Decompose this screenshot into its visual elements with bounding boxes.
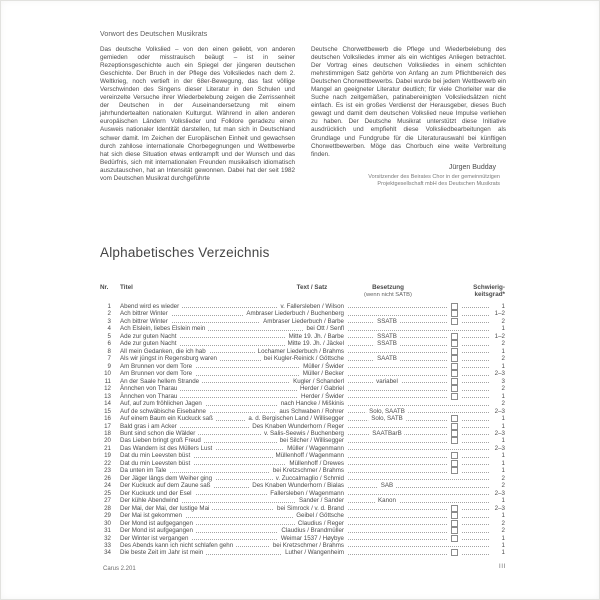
table-row	[100, 542, 505, 549]
row-text-satz: Claudius / Brandmüller	[278, 527, 347, 534]
row-text-satz: a. d. Bergischen Land / Willisegger	[245, 415, 347, 422]
row-number: 22	[104, 459, 111, 467]
row-difficulty: 2	[489, 482, 505, 489]
checkbox-icon	[451, 363, 458, 370]
index-table-header	[100, 284, 505, 301]
row-text-satz: bei Silcher / Willisegger	[277, 437, 347, 444]
row-title: Das Lieben bringt groß Freud	[120, 437, 204, 444]
checkbox-icon	[451, 460, 458, 467]
row-title: Ach Elslein, liebes Elslein mein	[120, 325, 208, 332]
row-number: 3	[107, 317, 111, 325]
table-row	[100, 549, 505, 556]
row-title: Ännchen von Tharau	[120, 393, 180, 400]
checkbox-icon	[451, 423, 458, 430]
table-row	[100, 490, 505, 497]
row-title: Am Brunnen vor dem Tore	[120, 370, 195, 377]
row-number: 27	[104, 497, 111, 505]
row-title: Am Brunnen vor dem Tore	[120, 363, 195, 370]
page-title: Vorwort des Deutschen Musikrats	[100, 31, 208, 38]
signature-role-line2: Projektgesellschaft mbH des Deutschen Musikrats	[377, 180, 500, 187]
row-difficulty: 1	[489, 423, 505, 430]
row-difficulty: 1	[489, 467, 505, 474]
table-row	[100, 370, 505, 377]
column-header-titel: Titel	[120, 284, 133, 291]
row-number: 28	[104, 504, 111, 512]
row-checkbox[interactable]	[448, 363, 461, 370]
row-number: 33	[104, 542, 111, 549]
row-difficulty: 3	[489, 378, 505, 385]
column-header-nr: Nr.	[100, 284, 109, 291]
row-text-satz: Fallersleben / Wagenmann	[267, 490, 347, 497]
row-number: 17	[104, 422, 111, 430]
row-checkbox[interactable]	[448, 460, 461, 467]
table-row	[100, 430, 505, 437]
vorwort-section	[100, 46, 506, 188]
row-text-satz: bei Simrock / v. d. Brand	[274, 505, 347, 512]
row-difficulty: 1–2	[489, 310, 505, 317]
row-difficulty: 1–2	[489, 333, 505, 340]
table-row	[100, 363, 505, 370]
checkbox-icon	[451, 340, 458, 347]
row-besetzung: SSATB	[374, 340, 400, 347]
row-text-satz: v. Salis-Seewis / Buchenberg	[261, 430, 347, 437]
row-checkbox[interactable]	[448, 437, 461, 444]
table-row	[100, 325, 505, 332]
checkbox-icon	[451, 378, 458, 385]
row-text-satz: v. Fallersleben / Wilson	[278, 303, 348, 310]
checkbox-icon	[451, 303, 458, 310]
row-number: 18	[104, 429, 111, 437]
row-besetzung: Kanon	[375, 497, 399, 504]
table-row	[100, 318, 505, 325]
row-difficulty: 1	[489, 393, 505, 400]
row-text-satz: Weimar 1537 / Høybye	[278, 535, 347, 542]
row-difficulty: 2	[489, 527, 505, 534]
row-difficulty: 2	[489, 475, 505, 482]
row-besetzung: Solo, SATB	[368, 415, 406, 422]
row-checkbox[interactable]	[448, 370, 461, 377]
row-title: Dat du min Leevsten büst	[120, 460, 193, 467]
row-difficulty: 1	[489, 303, 505, 310]
row-besetzung: SAATB	[374, 355, 400, 362]
row-text-satz: Herder / Gabriel	[297, 385, 347, 392]
column-header-besetzung	[364, 284, 412, 298]
row-number: 5	[107, 332, 111, 340]
row-title: Ade zur guten Nacht	[120, 333, 179, 340]
table-row	[100, 505, 505, 512]
row-text-satz: bei Ott / Senfl	[304, 325, 348, 332]
row-number: 23	[104, 467, 111, 475]
row-checkbox[interactable]	[448, 467, 461, 474]
row-title: Der Mond ist aufgegangen	[120, 520, 196, 527]
row-difficulty: 1	[489, 460, 505, 467]
row-difficulty: 1	[489, 325, 505, 332]
vorwort-column-right	[311, 46, 506, 188]
row-checkbox[interactable]	[448, 423, 461, 430]
row-checkbox[interactable]	[448, 535, 461, 542]
table-row	[100, 348, 505, 355]
table-row	[100, 437, 505, 444]
row-number: 32	[104, 534, 111, 542]
row-difficulty: 1	[489, 415, 505, 422]
row-text-satz: Kugler / Schanderl	[290, 378, 347, 385]
row-besetzung: SAB	[378, 482, 396, 489]
table-row	[100, 527, 505, 534]
table-row	[100, 303, 505, 310]
row-checkbox[interactable]	[448, 512, 461, 519]
row-title: Bald gras i am Acker	[120, 423, 180, 430]
row-number: 8	[107, 347, 111, 355]
row-number: 34	[104, 549, 111, 557]
row-checkbox[interactable]	[448, 333, 461, 340]
row-text-satz: Müller / Świder	[300, 363, 347, 370]
row-title: Ännchen von Tharau	[120, 385, 180, 392]
row-title: Da unten im Tale	[120, 467, 169, 474]
row-text-satz: bei Kugler-Reinick / Göttsche	[261, 355, 347, 362]
table-row	[100, 415, 505, 422]
table-row	[100, 340, 505, 347]
row-title: Der Kuckuck auf dem Zaune saß	[120, 482, 213, 489]
row-title: Die beste Zeit im Jahr ist mein	[120, 549, 206, 556]
row-checkbox[interactable]	[448, 505, 461, 512]
table-row	[100, 520, 505, 527]
row-number: 26	[104, 474, 111, 482]
table-row	[100, 393, 505, 400]
column-header-text-satz: Text / Satz	[296, 284, 328, 291]
row-checkbox[interactable]	[448, 452, 461, 459]
table-row	[100, 452, 505, 459]
row-number: 14	[104, 400, 111, 408]
table-row	[100, 310, 505, 317]
row-difficulty: 2	[489, 340, 505, 347]
row-number: 10	[104, 370, 111, 378]
row-number: 6	[107, 340, 111, 348]
row-title: Ade zur guten Nacht	[120, 340, 179, 347]
row-besetzung: SSATB	[374, 333, 400, 340]
row-checkbox[interactable]	[448, 527, 461, 534]
row-number: 30	[104, 519, 111, 527]
row-text-satz: Herder / Świder	[298, 393, 347, 400]
row-difficulty: 2	[489, 385, 505, 392]
table-row	[100, 385, 505, 392]
row-difficulty: 1	[489, 363, 505, 370]
checkbox-icon	[451, 452, 458, 459]
signature-name: Jürgen Budday	[448, 163, 496, 171]
row-checkbox[interactable]	[448, 378, 461, 385]
row-number: 12	[104, 385, 111, 393]
row-number: 20	[104, 437, 111, 445]
row-text-satz: bei Kretzschmer / Brahms	[270, 467, 347, 474]
checkbox-icon	[451, 310, 458, 317]
signature-role-line1: Vorsitzender des Beirates Chor in der gemeinnützigen	[368, 173, 500, 180]
checkbox-icon	[451, 348, 458, 355]
row-text-satz: Mitte 19. Jh. / Jäckel	[285, 340, 347, 347]
row-text-satz: nach Hancke / Miškinis	[278, 400, 347, 407]
row-text-satz: v. Zuccalmaglio / Schmid	[273, 475, 347, 482]
row-text-satz: Lochamer Liederbuch / Brahms	[255, 348, 347, 355]
table-row	[100, 467, 505, 474]
row-number: 2	[107, 310, 111, 318]
row-text-satz: Müller / Wagenmann	[284, 445, 347, 452]
checkbox-icon	[451, 505, 458, 512]
row-title: All mein Gedanken, die ich hab	[120, 348, 209, 355]
index-title: Alphabetisches Verzeichnis	[100, 245, 270, 260]
row-difficulty: 2	[489, 520, 505, 527]
table-row	[100, 378, 505, 385]
row-number: 19	[104, 452, 111, 460]
row-besetzung: SAATBarB	[369, 430, 404, 437]
checkbox-icon	[451, 318, 458, 325]
row-difficulty: 2	[489, 400, 505, 407]
row-text-satz: Müller / Becker	[300, 370, 347, 377]
checkbox-icon	[451, 535, 458, 542]
row-text-satz: Mitte 19. Jh. / Barbe	[286, 333, 347, 340]
row-text-satz: Claudius / Reger	[295, 520, 347, 527]
publisher-number: Carus 2.201	[103, 566, 136, 572]
besetzung-header-main: Besetzung	[372, 284, 404, 291]
row-number: 13	[104, 392, 111, 400]
row-title: Der Winter ist vergangen	[120, 535, 191, 542]
row-text-satz: aus Schwaben / Rohrer	[276, 408, 347, 415]
vorwort-column-left: Das deutsche Volkslied – von den einen geliebt, von anderen gemieden oder misstrauisch beäugt – ist in seiner Rezeptionsgeschichte auch ein Spiegel der jüngeren deutschen Geschichte. Der Bruch in der Pflege des Volksliedes nach dem 2. Weltkrieg, noch vertieft in der 68er-Bewegung, das fast völlige Verschwinden des Singens dieser Literatur in den Schulen und vereinzelte Versuche ihrer Wiederbelebung zeigen die Zerrissenheit der Deutschen in der Auseinandersetzung mit einem jahrhundertealten nationalen Kulturgut. Während in allen anderen europäischen Ländern Volkslieder und Folklore geradezu einen Ausweis nationaler Identität darstellen, tut man sich in Deutschland schwer damit. Im Zeichen der Europäischen Einheit und gewachsen durch zahllose internationale Chorbegegnungen und Wettbewerbe hat sich diese Situation etwas entkrampft und der Wunsch und das Bedürfnis, sich mit internationalen Freunden musikalisch idiomatisch auszutauschen, hat an Intensität gewonnen. Dabei hat der seit 1982 vom Deutschen Musikrat durchgeführte	[100, 46, 295, 182]
row-difficulty: 1	[489, 549, 505, 556]
row-number: 25	[104, 489, 111, 497]
row-title: Ach bittrer Winter	[120, 310, 171, 317]
row-title: Der Kuckuck und der Esel	[120, 490, 195, 497]
column-header-schwierigkeitsgrad	[473, 284, 505, 299]
row-difficulty: 1	[489, 535, 505, 542]
row-title: Dat du min Leevsten büst	[120, 452, 193, 459]
checkbox-icon	[451, 385, 458, 392]
row-checkbox[interactable]	[448, 520, 461, 527]
row-checkbox[interactable]	[448, 303, 461, 310]
table-row	[100, 408, 505, 415]
besetzung-header-sub: (wenn nicht SATB)	[364, 291, 412, 298]
checkbox-icon	[451, 467, 458, 474]
row-besetzung: variabel	[373, 378, 401, 385]
row-title: Auf einem Baum ein Kuckuck saß	[120, 415, 216, 422]
row-text-satz: Ambraser Liederbuch / Barbe	[260, 318, 347, 325]
checkbox-icon	[451, 520, 458, 527]
row-text-satz: Geibel / Göttsche	[293, 512, 347, 519]
table-row	[100, 497, 505, 504]
checkbox-icon	[451, 512, 458, 519]
row-checkbox[interactable]	[448, 415, 461, 422]
row-title: Das Wandern ist des Müllers Lust	[120, 445, 215, 452]
row-text-satz: Ambraser Liederbuch / Buchenberg	[243, 310, 347, 317]
row-text-satz: Müllenhoff / Wagenmann	[273, 452, 347, 459]
row-checkbox[interactable]	[448, 340, 461, 347]
row-title: Der Mai ist gekommen	[120, 512, 185, 519]
row-number: 15	[104, 407, 111, 415]
row-checkbox[interactable]	[448, 318, 461, 325]
row-checkbox[interactable]	[448, 549, 461, 556]
checkbox-icon	[451, 415, 458, 422]
row-title: Als wir jüngst in Regensburg waren	[120, 355, 220, 362]
row-checkbox[interactable]	[448, 430, 461, 437]
table-row	[100, 535, 505, 542]
row-number: 1	[107, 303, 111, 310]
index-table-body	[100, 303, 505, 557]
row-checkbox[interactable]	[448, 310, 461, 317]
row-checkbox[interactable]	[448, 385, 461, 392]
row-title: Auf, auf zum fröhlichen Jagen	[120, 400, 205, 407]
table-row	[100, 475, 505, 482]
row-text-satz: bei Kretzschmer / Brahms	[270, 542, 347, 549]
checkbox-icon	[451, 549, 458, 556]
row-difficulty: 1	[489, 348, 505, 355]
row-title: Auf de schwäbische Eisebahne	[120, 408, 209, 415]
row-number: 7	[107, 355, 111, 363]
table-row	[100, 333, 505, 340]
table-row	[100, 482, 505, 489]
row-difficulty: 1	[489, 437, 505, 444]
row-difficulty: 1	[489, 452, 505, 459]
row-text-satz: Des Knaben Wunderhorn / Bialas	[249, 482, 347, 489]
index-table	[100, 284, 505, 557]
row-title: Der Mai, der Mai, der lustige Mai	[120, 505, 212, 512]
checkbox-icon	[451, 437, 458, 444]
row-besetzung: Solo, SAATB	[366, 408, 408, 415]
row-checkbox[interactable]	[448, 355, 461, 362]
row-number: 21	[104, 444, 111, 452]
row-text-satz: Sander / Sander	[296, 497, 347, 504]
row-number: 4	[107, 325, 111, 333]
checkbox-icon	[451, 430, 458, 437]
row-number: 16	[104, 415, 111, 423]
page-number: III	[498, 563, 506, 570]
row-checkbox[interactable]	[448, 348, 461, 355]
table-row	[100, 355, 505, 362]
row-difficulty: 2–3	[489, 445, 505, 452]
row-difficulty: 1	[489, 512, 505, 519]
checkbox-icon	[451, 370, 458, 377]
checkbox-icon	[451, 393, 458, 400]
table-row	[100, 400, 505, 407]
row-number: 9	[107, 362, 111, 370]
row-title: Der Mond ist aufgegangen	[120, 527, 196, 534]
row-difficulty: 2–3	[489, 408, 505, 415]
row-difficulty: 2	[489, 318, 505, 325]
row-difficulty: 2	[489, 355, 505, 362]
row-difficulty: 1	[489, 542, 505, 549]
checkbox-icon	[451, 527, 458, 534]
row-title: Ach bittrer Winter	[120, 318, 171, 325]
table-row	[100, 512, 505, 519]
row-checkbox[interactable]	[448, 393, 461, 400]
row-text-satz: Müllenhoff / Drewes	[286, 460, 347, 467]
row-difficulty: 2–3	[489, 490, 505, 497]
row-difficulty: 2–3	[489, 505, 505, 512]
grad-header-line2: keitsgrad*	[474, 291, 505, 299]
row-number: 31	[104, 527, 111, 535]
row-difficulty: 2–3	[489, 370, 505, 377]
row-number: 24	[104, 482, 111, 490]
row-title: An der Saale hellem Strande	[120, 378, 202, 385]
table-row	[100, 460, 505, 467]
row-title: Der Jäger längs dem Weiher ging	[120, 475, 215, 482]
row-difficulty: 2–3	[489, 430, 505, 437]
row-text-satz: Luther / Wangenheim	[282, 549, 347, 556]
row-number: 11	[104, 377, 111, 385]
row-title: Des Abends kann ich nicht schlafen gehn	[120, 542, 236, 549]
row-difficulty: 1	[489, 497, 505, 504]
signature-block	[311, 164, 506, 188]
row-title: Bunt sind schon die Wälder	[120, 430, 198, 437]
grad-header-line1: Schwierig-	[473, 284, 505, 291]
checkbox-icon	[451, 355, 458, 362]
checkbox-icon	[451, 333, 458, 340]
row-besetzung: SSATB	[374, 318, 400, 325]
row-text-satz: Des Knaben Wunderhorn / Reger	[249, 423, 347, 430]
row-title: Abend wird es wieder	[120, 303, 182, 310]
vorwort-right-text: Deutsche Chorwettbewerb die Pflege und Wiederbelebung des deutschen Volksliedes immer als ein wichtiges Anliegen betrachtet. Der Vortrag eines deutschen Volksliedes in einem schlichten mehrstimmigen Satz gehörte von Anfang an zum Pflichtbereich des Deutschen Chorwettbewerbs. Dabei wurde bei jedem Wettbewerb ein Mangel an geeigneter Literatur deutlich; für viele Chorleiter war die Suche nach zeitgemäßen, patinabereinigten Volksliedsätzen nicht einfach. Es ist ein großes Verdienst der Herausgeber, dieses Buch gewagt und damit dem deutschen Volkslied neue Impulse verliehen zu haben. Der Deutsche Musikrat unterstützt diese Initiative ausdrücklich und empfiehlt diese Volksliedbearbeitungen als Grundlage und Fundgrube für die Literaturauswahl bei künftigen Chorwettbewerben. Möge das Chorbuch eine weite Verbreitung finden.	[311, 46, 506, 158]
row-number: 29	[104, 512, 111, 520]
table-row	[100, 445, 505, 452]
table-row	[100, 423, 505, 430]
row-title: Der kühle Abendwind	[120, 497, 181, 504]
